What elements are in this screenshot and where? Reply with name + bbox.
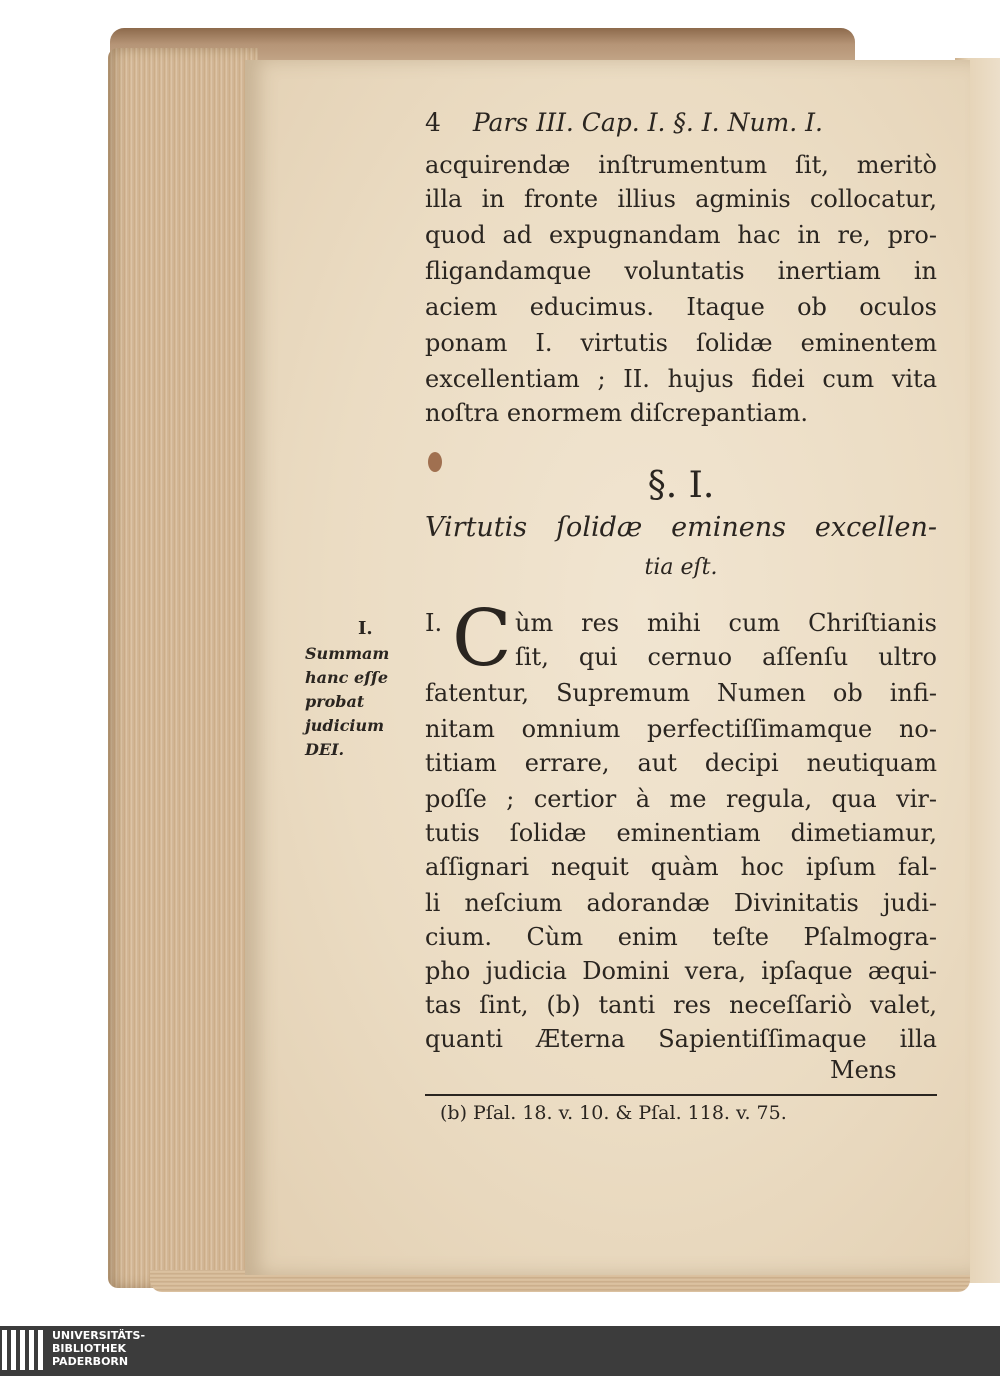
intro-line: aciem educimus. Itaque ob oculos bbox=[425, 293, 937, 321]
intro-line: noſtra enormem diſcrepantiam. bbox=[425, 399, 808, 427]
running-title: Pars III. Cap. I. §. I. Num. I. bbox=[472, 108, 823, 137]
section-title: Virtutis ſolidæ eminens excellen- bbox=[425, 512, 937, 543]
margin-note-line: Summam bbox=[305, 644, 390, 663]
footnote-rule bbox=[425, 1094, 937, 1096]
section-mark: §. I. bbox=[647, 465, 715, 506]
page-stack-left bbox=[108, 48, 258, 1288]
paragraph-line: titiam errare, aut decipi neutiquam bbox=[425, 749, 937, 777]
running-header bbox=[425, 108, 823, 137]
intro-line: excellentiam ; II. hujus fidei cum vita bbox=[425, 365, 937, 393]
paragraph-line: quanti Æterna Sapientiſſimaque illa bbox=[425, 1025, 937, 1053]
paragraph-line: poſſe ; certior à me regula, qua vir- bbox=[425, 785, 937, 813]
paragraph-line: aſſignari nequit quàm hoc ipſum fal- bbox=[425, 853, 937, 881]
section-title-cont: tia eſt. bbox=[644, 555, 718, 580]
library-name-line: PADERBORN bbox=[52, 1355, 129, 1368]
paragraph-line: pho judicia Domini vera, ipſaque æqui- bbox=[425, 957, 937, 985]
library-footer bbox=[0, 1326, 1000, 1376]
drop-cap: C bbox=[452, 594, 512, 684]
footnote: (b) Pſal. 18. v. 10. & Pſal. 118. v. 75. bbox=[440, 1102, 787, 1124]
page-number: 4 bbox=[425, 108, 441, 137]
library-logo-icon bbox=[2, 1330, 48, 1370]
intro-line: illa in fronte illius agminis collocatur, bbox=[425, 185, 937, 213]
margin-note-line: hanc eſſe bbox=[305, 668, 389, 687]
library-name[interactable] bbox=[52, 1329, 145, 1368]
paragraph-line: tas ſint, (b) tanti res neceſſariò valet, bbox=[425, 991, 937, 1019]
margin-note-line: probat bbox=[305, 692, 365, 711]
intro-line: acquirendæ inſtrumentum ſit, meritò bbox=[425, 151, 937, 179]
margin-note-line: DEI. bbox=[305, 740, 345, 759]
paragraph-line: cium. Cùm enim teſte Pſalmogra- bbox=[425, 923, 937, 951]
paragraph-line: li neſcium adorandæ Divinitatis judi- bbox=[425, 889, 937, 917]
intro-line: ponam I. virtutis ſolidæ eminentem bbox=[425, 329, 937, 357]
paragraph-line: ùm res mihi cum Chriſtianis bbox=[515, 609, 937, 637]
library-name-line: BIBLIOTHEK bbox=[52, 1342, 127, 1355]
intro-line: fligandamque voluntatis inertiam in bbox=[425, 257, 937, 285]
intro-line: quod ad expugnandam hac in re, pro- bbox=[425, 221, 937, 249]
margin-note-line: judicium bbox=[305, 716, 385, 735]
paragraph-number: I. bbox=[425, 609, 443, 637]
margin-number: I. bbox=[358, 618, 373, 639]
paragraph-line: tutis ſolidæ eminentiam dimetiamur, bbox=[425, 819, 937, 847]
catchword: Mens bbox=[830, 1056, 897, 1084]
library-name-line: UNIVERSITÄTS- bbox=[52, 1329, 146, 1342]
paragraph-line: nitam omnium perfectiſſimamque no- bbox=[425, 715, 937, 743]
paragraph-line: fatentur, Supremum Numen ob infi- bbox=[425, 679, 937, 707]
paragraph-line: ſit, qui cernuo aſſenſu ultro bbox=[515, 643, 937, 671]
